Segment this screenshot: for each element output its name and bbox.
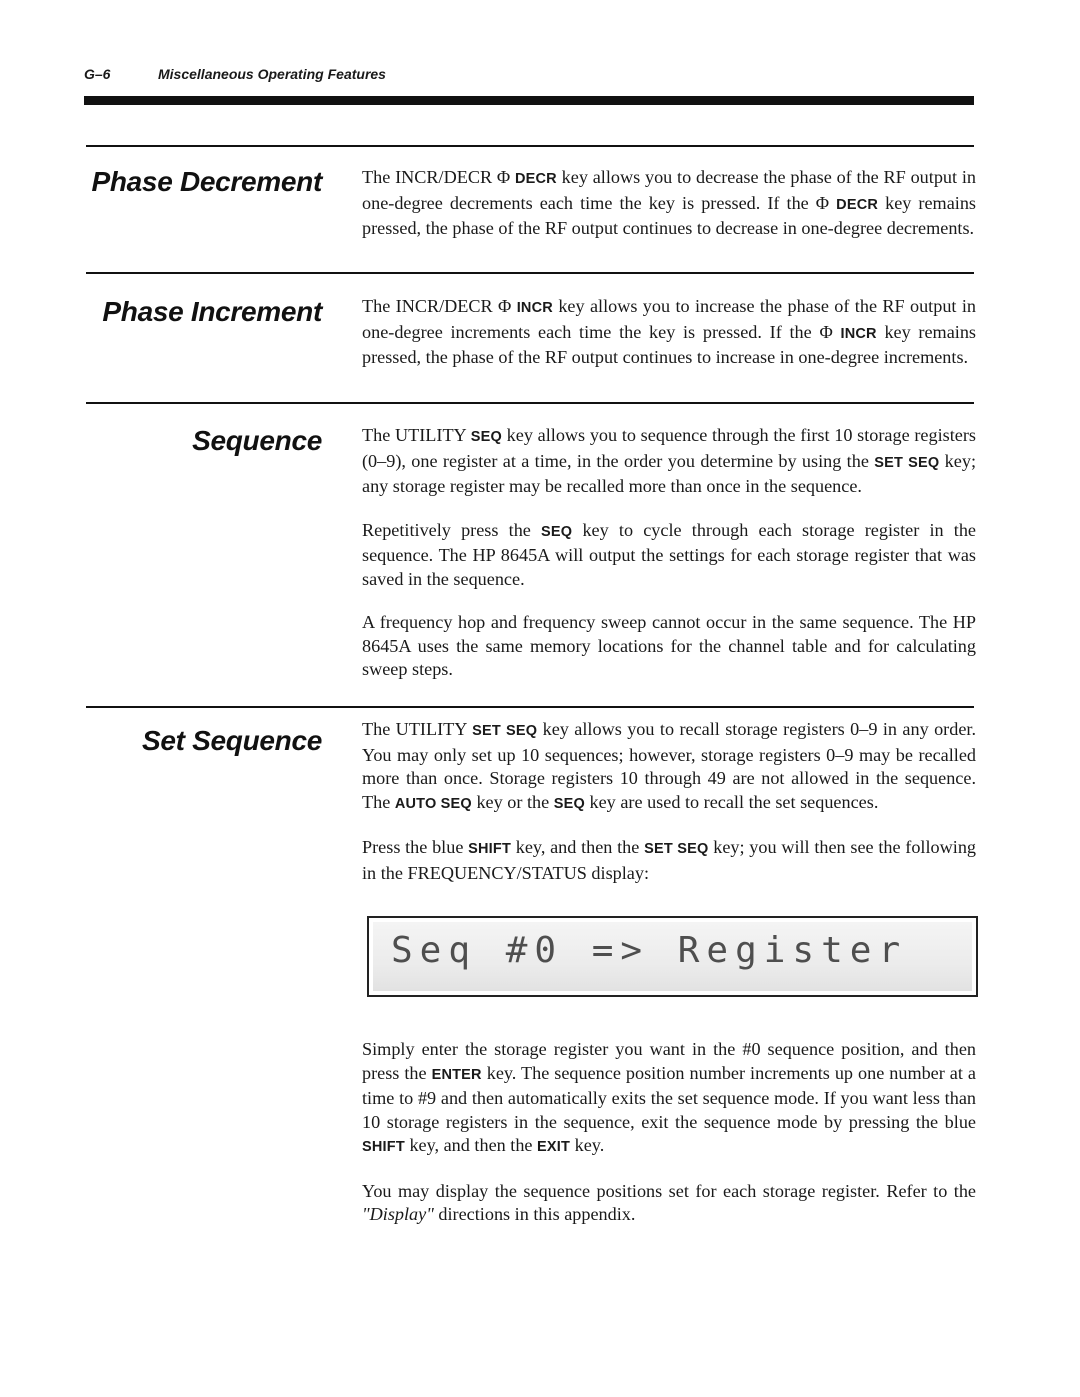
key-label: AUTO SEQ: [394, 795, 472, 812]
body-set-sequence: [362, 718, 976, 885]
text: key allows you to recall storage registers 0–9 in any order. You may only set up 10 sequences; however, storage registers 0–9 may be recalled more than once. Storage registers 10 through 49 are not allowed in the sequence. The: [362, 719, 976, 812]
key-label: SHIFT: [362, 1139, 405, 1155]
paragraph: [362, 718, 976, 816]
text: Repetitively press the: [362, 519, 542, 540]
key-label: ENTER: [431, 1066, 482, 1083]
text: key remains pressed, the phase of the RF output continues to decrease in one-degree decrements.: [362, 192, 976, 238]
paragraph: [362, 836, 976, 885]
text: key allows you to decrease the phase of the RF output in one-degree decrements each time the key is pressed. If the Φ: [362, 167, 976, 213]
text: key or the: [471, 791, 554, 812]
heading-set-sequence: Set Sequence: [141, 725, 322, 756]
text: The UTILITY: [362, 719, 473, 739]
text: The INCR/DECR Φ: [362, 296, 517, 316]
heading-sequence: Sequence: [192, 425, 322, 456]
text: key remains pressed, the phase of the RF output continues to increase in one-degree increments.: [362, 321, 976, 367]
text: key.: [570, 1135, 605, 1155]
text: key, and then the: [511, 837, 645, 857]
body-phase-decrement: [362, 166, 976, 241]
text: key, and then the: [404, 1135, 538, 1155]
text: key. The sequence position number increments up one number at a time to #9 and then automatically exits the set sequence mode. If you want less than 10 storage registers in the sequence, exit the sequence mode by pressing the blue: [362, 1062, 976, 1132]
text: key to cycle through each storage register in the sequence. The HP 8645A will output the settings for each storage register that was saved in the sequence.: [362, 519, 976, 589]
key-label: INCR: [516, 300, 553, 316]
display-screen: [373, 922, 972, 991]
text: A frequency hop and frequency sweep cannot occur in the same sequence. The HP 8645A uses the same memory locations for the channel table and for calculating sweep steps.: [362, 612, 976, 679]
key-label: DECR: [514, 171, 557, 187]
text: key; you will then see the following in the FREQUENCY/STATUS display:: [362, 837, 977, 883]
paragraph: [362, 424, 976, 499]
text: You may display the sequence positions set for each storage register. Refer to the: [362, 1180, 976, 1201]
key-label: INCR: [840, 325, 877, 342]
paragraph: [362, 1180, 976, 1227]
frequency-status-display: [367, 916, 978, 997]
key-label: SHIFT: [468, 841, 512, 857]
emphasis: "Display": [362, 1204, 434, 1224]
text: key; any storage register may be recalled more than once in the sequence.: [362, 450, 976, 496]
key-label: DECR: [836, 196, 879, 213]
key-label: SET SEQ: [874, 454, 940, 471]
body-sequence: [362, 424, 976, 682]
paragraph: [362, 295, 976, 370]
paragraph: [362, 166, 976, 241]
key-label: SEQ: [553, 795, 585, 812]
paragraph: [362, 519, 976, 592]
paragraph: [362, 1038, 976, 1160]
heading-phase-decrement: Phase Decrement: [91, 166, 322, 197]
section-divider: [86, 272, 974, 274]
body-phase-increment: [362, 295, 976, 370]
text: directions in this appendix.: [433, 1204, 636, 1224]
header-rule: [84, 96, 974, 105]
key-label: SEQ: [470, 429, 502, 445]
section-title: Miscellaneous Operating Features: [158, 66, 386, 82]
display-readout: Seq #0 => Register: [391, 930, 908, 971]
key-label: SET SEQ: [644, 841, 709, 857]
text: Simply enter the storage register you want in the #0 sequence position, and then press the: [362, 1039, 976, 1083]
key-label: EXIT: [537, 1139, 571, 1155]
section-divider: [86, 706, 974, 708]
section-divider: [86, 145, 974, 147]
text: Press the blue: [362, 837, 469, 857]
key-label: SET SEQ: [472, 723, 538, 739]
paragraph: [362, 611, 976, 682]
text: key are used to recall the set sequences.: [584, 791, 879, 812]
text: The INCR/DECR Φ: [362, 167, 515, 187]
heading-phase-increment: Phase Increment: [102, 296, 322, 327]
body-set-sequence-continued: [362, 1038, 976, 1227]
text: key allows you to increase the phase of the RF output in one-degree increments each time the key is pressed. If the Φ: [362, 296, 976, 342]
text: The UTILITY: [362, 425, 471, 445]
text: key allows you to sequence through the first 10 storage registers (0–9), one register at a time, in the order you determine by using the: [362, 425, 976, 471]
page-number: G–6: [84, 66, 111, 82]
section-divider: [86, 402, 974, 404]
key-label: SEQ: [541, 523, 573, 540]
